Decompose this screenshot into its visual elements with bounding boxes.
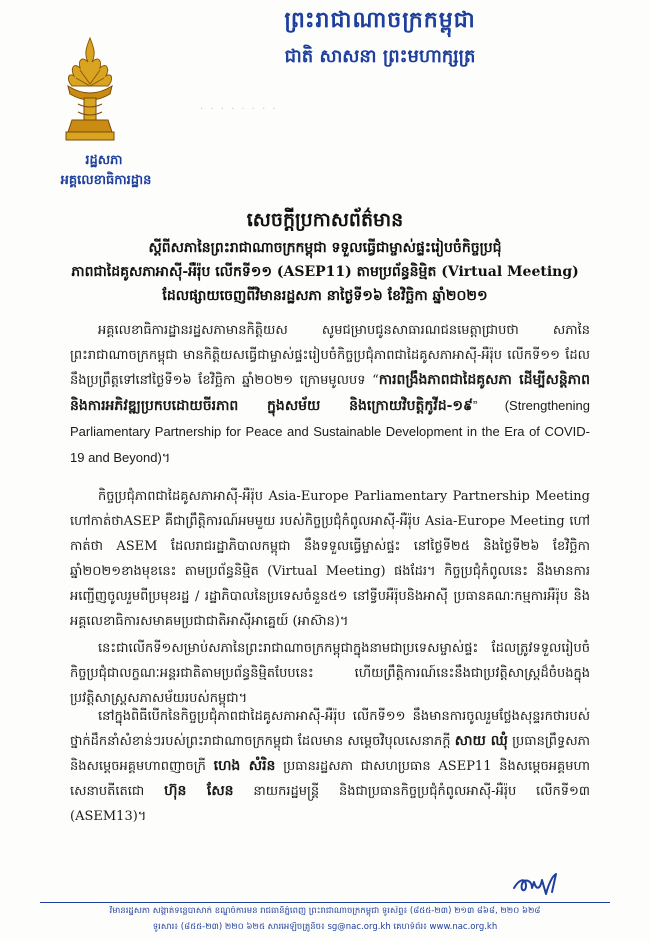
kingdom-heading: ព្រះរាជាណាចក្រកម្ពុជា	[284, 7, 476, 33]
assembly-president-name: ហេង សំរិន	[213, 758, 276, 774]
prime-minister-name: ហ៊ុន សែន	[164, 783, 234, 799]
paragraph-2: កិច្ចប្រជុំភាពជាដៃគូសភាអាស៊ី-អឺរ៉ុប Asia-Europe Parliamentary Partnership Meeting ហៅកាត់ថាASEP គឺជាព្រឹត្តិការណ៍អមមួយ របស់កិច្ចប្រជុំកំពូលអាស៊ី-អឺរ៉ុប Asia-Europe Meeting ហៅកាត់ថា ASEM ដែលរាជរដ្ឋាភិបាលកម្ពុជា នឹងទទួលធ្វើម្ចាស់ផ្ទះ នៅថ្ងៃទី២៥ និងថ្ងៃទី២៦ ខែវិច្ឆិកា ឆ្នាំ២០២១ខាងមុខនេះ តាមប្រព័ន្ធនិម្មិត (Virtual Meeting) ផងដែរ។ កិច្ចប្រជុំកំពូលនេះ នឹងមានការអញ្ជើញចូលរួមពីប្រមុខរដ្ឋ / រដ្ឋាភិបាលនៃប្រទេសចំនួន៥១ នៅទ្វីបអឺរ៉ុបនិងអាស៊ី ប្រធានគណៈកម្មការអឺរ៉ុប និងអគ្គលេខាធិការសមាគមប្រជាជាតិអាស៊ីអាគ្នេយ៍ (អាស៊ាន)។	[70, 489, 590, 629]
subtitle-line-2: ភាពជាដៃគូសភាអាស៊ី-អឺរ៉ុប លើកទី១១ (ASEP11) តាមប្រព័ន្ធនិម្មិត (Virtual Meeting)	[71, 264, 579, 280]
signature-icon	[512, 868, 564, 898]
issuer-department: អគ្គលេខាធិការដ្ឋាន	[60, 173, 152, 188]
footer-divider	[40, 902, 610, 903]
paragraph-4-part-b: ប្រធានព្រឹទ្ធសភា និងសម្តេចអគ្គមហាពញាចក្រី	[70, 734, 590, 774]
paragraph-1-intro: អគ្គលេខាធិការដ្ឋានរដ្ឋសភាមានកិត្តិយស សូមជម្រាបជូនសាធារណជនមេត្តាជ្រាបថា សភានៃព្រះរាជាណាចក្រកម្ពុជា មានកិត្តិយសធ្វើជាម្ចាស់ផ្ទះរៀបចំកិច្ចប្រជុំភាពជាដៃគូសភាអាស៊ី-អឺរ៉ុប លើកទី១១ ដែលនឹងប្រព្រឹត្តទៅនៅថ្ងៃទី១៦ ខែវិច្ឆិកា ឆ្នាំ២០២១ ក្រោមមូលបទ “	[70, 323, 590, 388]
paragraph-1-theme: ការពង្រឹងភាពជាដៃគូសភា ដើម្បីសន្តិភាព និងការអភិវឌ្ឍប្រកបដោយចីរភាព ក្នុងសម័យ និងក្រោយវិបត្តិកូវីដ-១៩	[70, 372, 590, 414]
national-motto: ជាតិ សាសនា ព្រះមហាក្សត្រ	[284, 46, 476, 67]
paragraph-1-english: ” (Strengthening Parliamentary Partnership for Peace and Sustainable Development in the Era of COVID-19 and Beyond)។	[70, 398, 590, 465]
paragraph-4-part-c: ប្រធានរដ្ឋសភា ជាសហប្រធាន ASEP11 និងសម្តេចអគ្គមហាសេនាបតីតេជោ	[70, 759, 590, 799]
royal-crest-icon	[58, 36, 122, 144]
footer-contact: ទូរសារ៖ (៨៥៥-២៣) ២២០ ៦២៥ សារអេឡិចត្រូនិច៖ sg@nac.org.kh គេហទំព័រ៖ www.nac.org.kh	[152, 922, 498, 932]
subtitle-line-3: ដែលផ្សាយចេញពីវិមានរដ្ឋសភា នាថ្ងៃទី១៦ ខែវិច្ឆិកា ឆ្នាំ២០២១	[162, 288, 488, 304]
paragraph-4-part-d: នាយករដ្ឋមន្ត្រី និងជាប្រធានកិច្ចប្រជុំកំពូលអាស៊ី-អឺរ៉ុប លើកទី១៣ (ASEM13)។	[70, 784, 590, 824]
paragraph-4	[70, 704, 590, 829]
document-title: សេចក្ដីប្រកាសព័ត៌មាន	[246, 209, 404, 231]
paragraph-4-part-a: នៅក្នុងពិធីបើកនៃកិច្ចប្រជុំភាពជាដៃគូសភាអាស៊ី-អឺរ៉ុប លើកទី១១ នឹងមានការចូលរួមថ្លែងសុន្ទរកថារបស់ថ្នាក់ដឹកនាំសំខាន់ៗរបស់ព្រះរាជាណាចក្រកម្ពុជា ដែលមាន សម្តេចវិបុលសេនាភក្ដី	[70, 709, 590, 749]
faint-stamp-mark: · · · · · · · ·	[200, 104, 278, 115]
issuer-name: រដ្ឋសភា	[85, 153, 123, 168]
paragraph-1	[70, 318, 590, 471]
footer-address: វិមានរដ្ឋសភា សង្កាត់ទន្លេបាសាក់ ខណ្ឌចំការមន រាជធានីភ្នំពេញ ព្រះរាជាណាចក្រកម្ពុជា ទូរស័ព្ទ៖ (៨៥៥-២៣) ២១៣ ៨៦៨, ២២០ ៦២៨	[109, 906, 541, 916]
paragraph-3: នេះជាលើកទី១សម្រាប់សភានៃព្រះរាជាណាចក្រកម្ពុជាក្នុងនាមជាប្រទេសម្ចាស់ផ្ទះ ដែលត្រូវទទួលរៀបចំកិច្ចប្រជុំជាលក្ខណៈអន្តរជាតិតាមប្រព័ន្ធនិម្មិតបែបនេះ ហើយព្រឹត្តិការណ៍នេះនឹងជាប្រវត្តិសាស្ត្រដ៏ចំបងក្នុងប្រវត្តិសាស្ត្រសភាសម័យរបស់កម្ពុជា។	[70, 641, 590, 706]
senate-president-name: សាយ ឈុំ	[454, 733, 508, 749]
subtitle-line-1: ស្ដីពីសភានៃព្រះរាជាណាចក្រកម្ពុជា ទទួលធ្វើជាម្ចាស់ផ្ទះរៀបចំកិច្ចប្រជុំ	[148, 240, 502, 256]
